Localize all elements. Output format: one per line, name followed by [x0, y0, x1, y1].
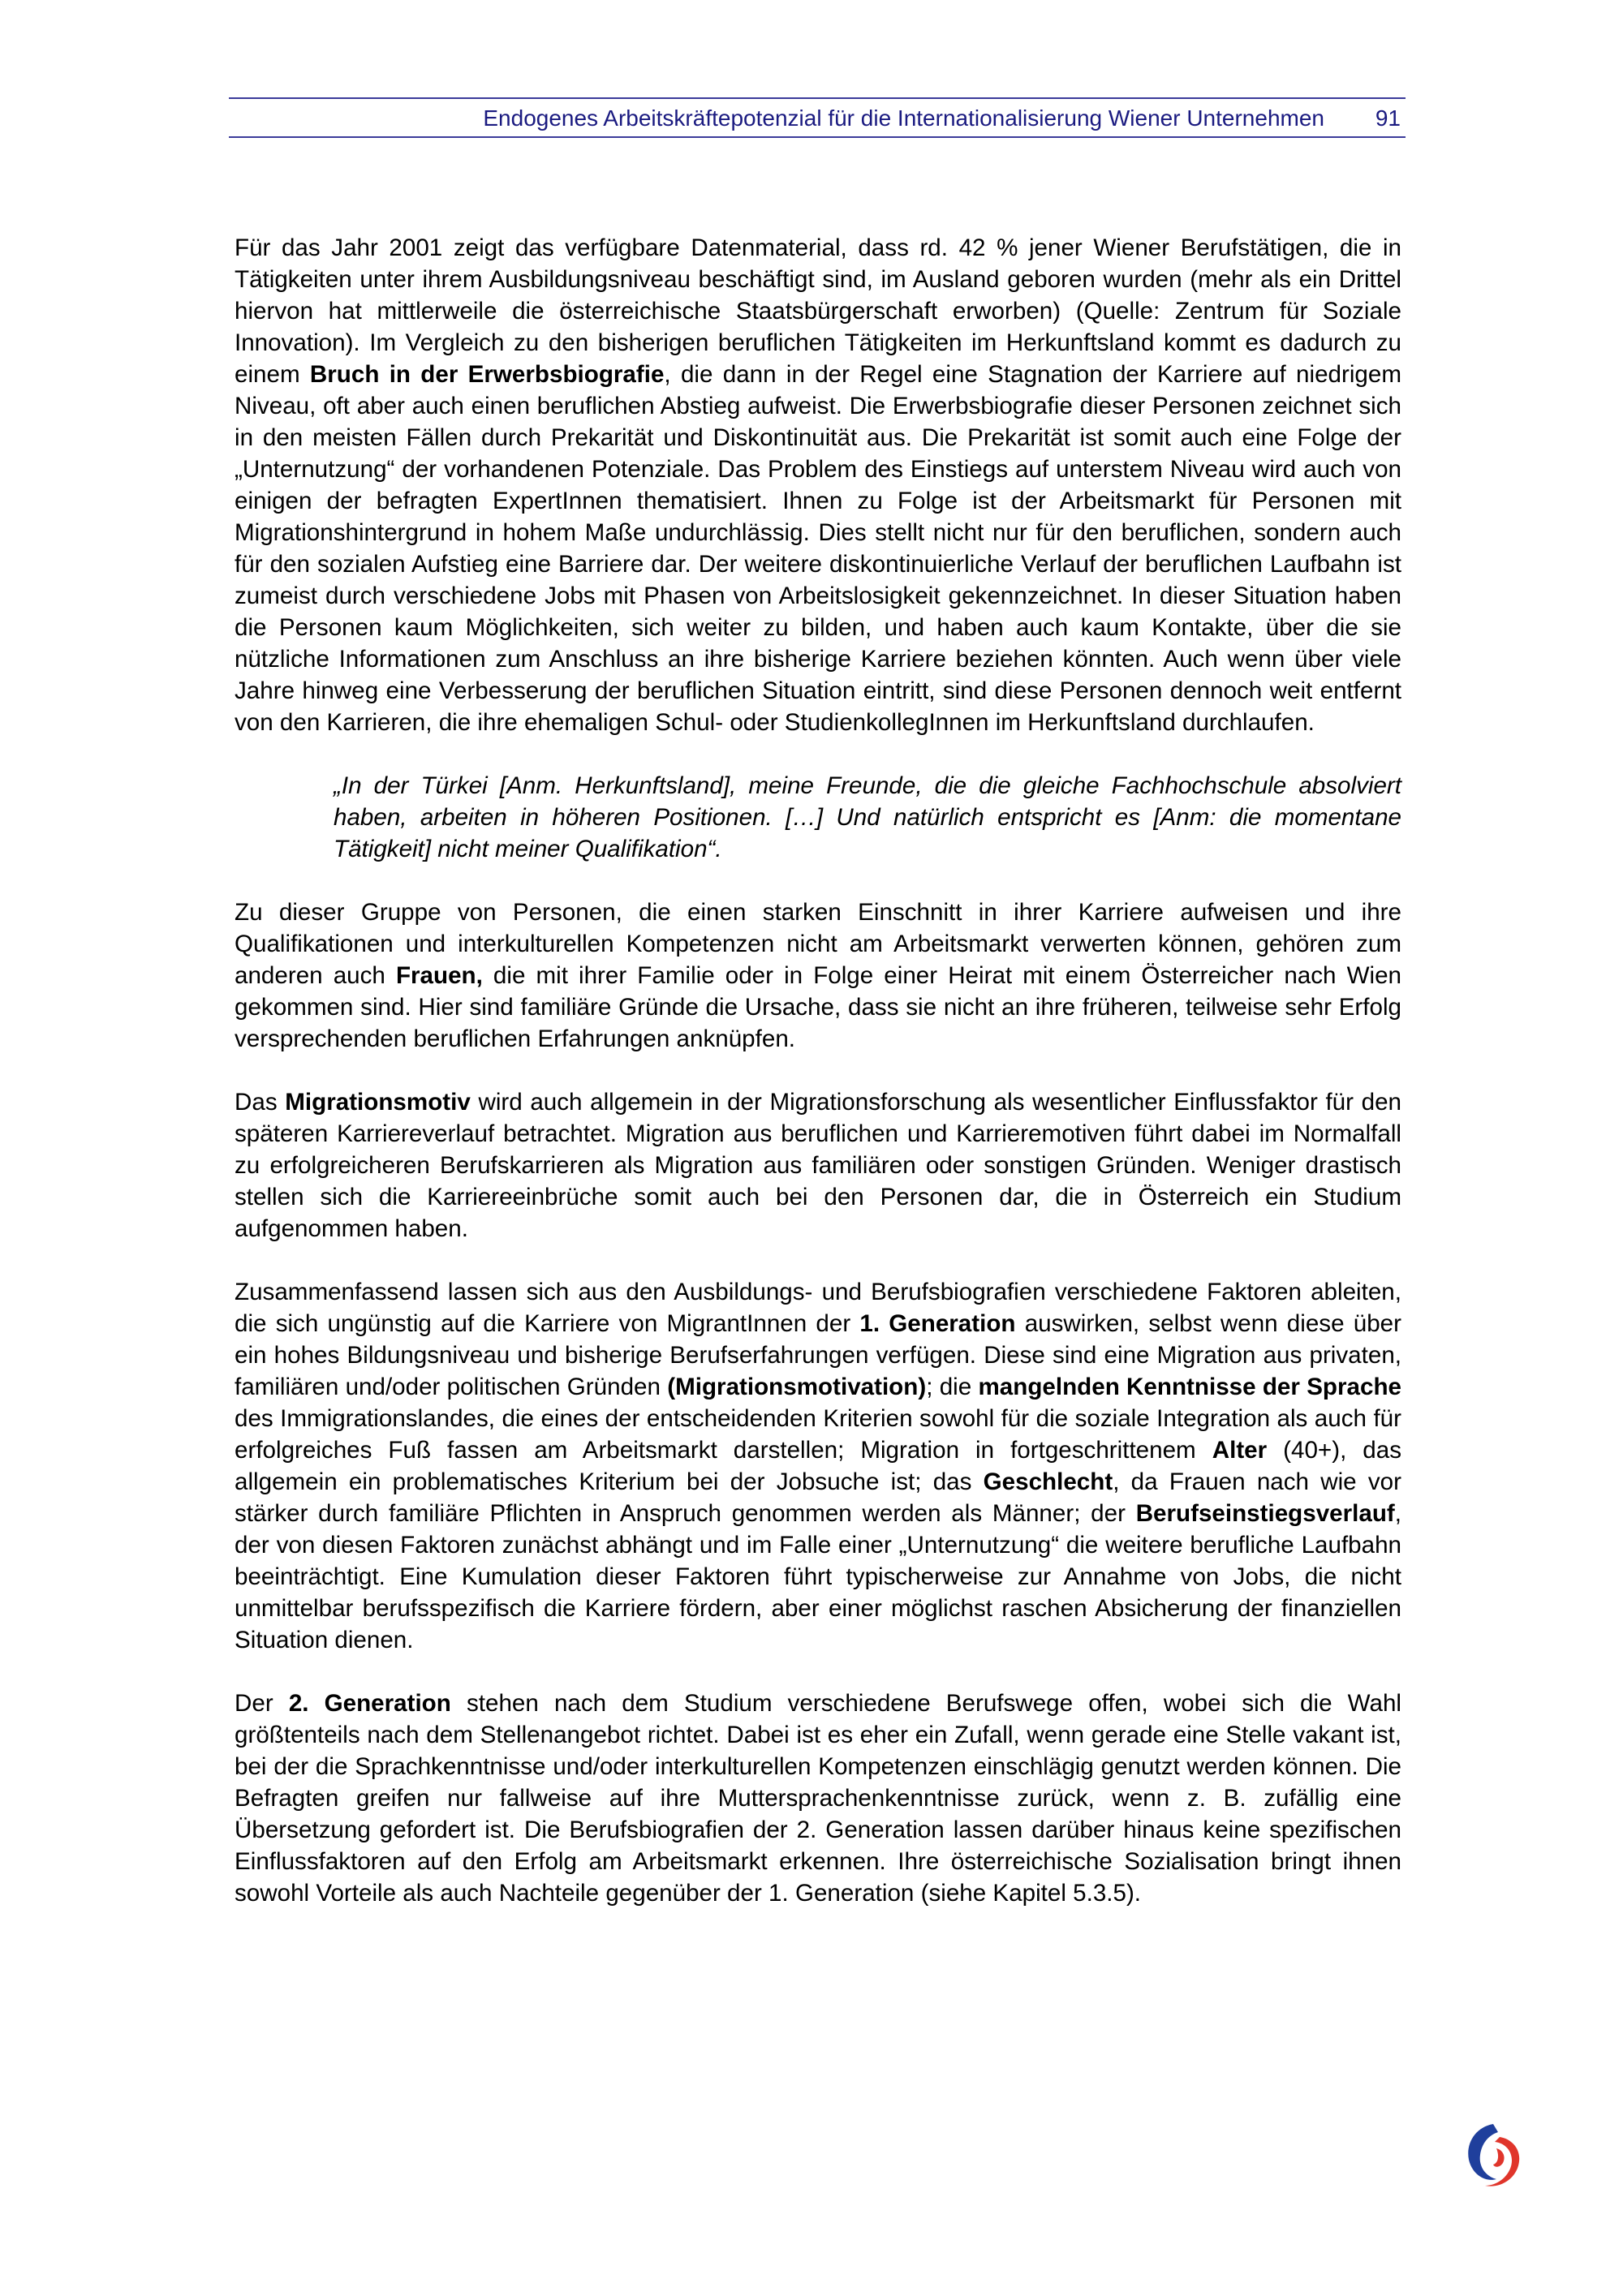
page-number: 91 — [1375, 105, 1401, 131]
bold-term: 2. Generation — [288, 1690, 451, 1717]
header-title: Endogenes Arbeitskräftepotenzial für die Internationalisierung Wiener Unternehmen — [483, 105, 1324, 131]
text-run: die mit ihrer Familie oder in Folge einer Heirat mit einem Österreicher nach Wien gekommen sind. Hier sind familiäre Gründe die Ursache, dass sie nicht an ihre früheren, teilweise sehr Erfolg versprechenden beruflichen Erfahrungen anknüpfen. — [235, 962, 1401, 1052]
text-run: Das — [235, 1089, 286, 1116]
text-run: , der von diesen Faktoren zunächst abhängt und im Falle einer „Unternutzung“ die weitere berufliche Laufbahn beeinträchtigt. Eine Kumulation dieser Faktoren führt typischerweise zur Annahme von Jobs, die nicht unmittelbar berufsspezifisch die Karriere fördern, aber einer möglichst raschen Absicherung der finanziellen Situation dienen. — [235, 1500, 1401, 1653]
bold-term: (Migrationsmotivation) — [667, 1374, 927, 1400]
bold-term: Alter — [1212, 1437, 1268, 1464]
interview-quote: „In der Türkei [Anm. Herkunftsland], meine Freunde, die die gleiche Fachhochschule absolviert haben, arbeiten in höheren Positionen. […] Und natürlich entspricht es [Anm: die momentane Tätigkeit] nicht meiner Qualifikation“. — [334, 772, 1401, 862]
text-run: , die dann in der Regel eine Stagnation der Karriere auf niedrigem Niveau, oft aber auch einen beruflichen Abstieg aufweist. Die Erwerbsbiografie dieser Personen zeichnet sich in den meisten Fällen durch Prekarität und Diskontinuität aus. Die Prekarität ist somit auch eine Folge der „Unternutzung“ der vorhandenen Potenziale. Das Problem des Einstiegs auf unterstem Niveau wird auch von einigen der befragten ExpertInnen thematisiert. Ihnen zu Folge ist der Arbeitsmarkt für Personen mit Migrationshintergrund in hohem Maße undurchlässig. Dies stellt nicht nur für den beruflichen, sondern auch für den sozialen Aufstieg eine Barriere dar. Der weitere diskontinuierliche Verlauf der beruflichen Laufbahn ist zumeist durch verschiedene Jobs mit Phasen von Arbeitslosigkeit gekennzeichnet. In dieser Situation haben die Personen kaum Möglichkeiten, sich weiter zu bilden, und haben auch kaum Kontakte, über die sie nützliche Informationen zum Anschluss an ihre bisherige Karriere beziehen könnten. Auch wenn über viele Jahre hinweg eine Verbesserung der beruflichen Situation eintritt, sind diese Personen dennoch weit entfernt von den Karrieren, die ihre ehemaligen Schul- oder StudienkollegInnen im Herkunftsland durchlaufen. — [235, 361, 1401, 736]
paragraph-4 — [235, 1276, 1401, 1656]
main-text — [235, 232, 1401, 1941]
bold-term: Migrationsmotiv — [285, 1089, 471, 1116]
text-run: wird auch allgemein in der Migrationsforschung als wesentlicher Einflussfaktor für den späteren Karriereverlauf betrachtet. Migration aus beruflichen und Karrieremotiven führt dabei im Normalfall zu erfolgreicheren Berufskarrieren als Migration aus familiären oder sonstigen Gründen. Weniger drastisch stellen sich die Karriereeinbrüche somit auch bei den Personen dar, die in Österreich ein Studium aufgenommen haben. — [235, 1089, 1401, 1242]
text-run: Zu dieser Gruppe von Personen, die einen starken Einschnitt in ihrer Karriere aufweisen und ihre Qualifikationen und interkulturellen Kompetenzen nicht am Arbeitsmarkt verwerten können, gehören zum anderen auch — [235, 899, 1401, 989]
bold-term: mangelnden Kenntnisse der Sprache — [978, 1374, 1401, 1400]
text-run: (40+), das allgemein ein problematisches Kriterium bei der Jobsuche ist; das — [235, 1437, 1402, 1495]
paragraph-5 — [235, 1688, 1401, 1909]
text-run: , da Frauen nach wie vor stärker durch familiäre Pflichten in Anspruch genommen werden als Männer; der — [235, 1468, 1401, 1527]
bold-term: Geschlecht — [983, 1468, 1113, 1495]
running-header — [229, 97, 1406, 138]
bold-term: 1. Generation — [859, 1310, 1016, 1337]
paragraph-3 — [235, 1086, 1401, 1245]
text-run: stehen nach dem Studium verschiedene Berufswege offen, wobei sich die Wahl größtenteils nach dem Stellenangebot richtet. Dabei ist es eher ein Zufall, wenn gerade eine Stelle vakant ist, bei der die Sprachkenntnisse und/oder interkulturellen Kompetenzen einschlägig genutzt werden können. Die Befragten greifen nur fallweise auf ihre Muttersprachenkenntnisse zurück, wenn z. B. zufällig eine Übersetzung gefordert ist. Die Berufsbiografien der 2. Generation lassen darüber hinaus keine spezifischen Einflussfaktoren auf den Erfolg am Arbeitsmarkt erkennen. Ihre österreichische Sozialisation bringt ihnen sowohl Vorteile als auch Nachteile gegenüber der 1. Generation (siehe Kapitel 5.3.5). — [235, 1690, 1401, 1907]
text-run: Für das Jahr 2001 zeigt das verfügbare Datenmaterial, dass rd. 42 % jener Wiener Berufstätigen, die in Tätigkeiten unter ihrem Ausbildungsniveau beschäftigt sind, im Ausland geboren wurden (mehr als ein Drittel hiervon hat mittlerweile die österreichische Staatsbürgerschaft erworben) (Quelle: Zentrum für Soziale Innovation). Im Vergleich zu den bisherigen beruflichen Tätigkeiten im Herkunftsland kommt es dadurch zu einem — [235, 234, 1401, 388]
text-run: Der — [235, 1690, 289, 1717]
paragraph-2 — [235, 896, 1401, 1055]
text-run: Zusammenfassend lassen sich aus den Ausbildungs- und Berufsbiografien verschiedene Faktoren ableiten, die sich ungünstig auf die Karriere von MigrantInnen der — [235, 1279, 1401, 1337]
text-run: auswirken, selbst wenn diese über ein hohes Bildungsniveau und bisherige Berufserfahrungen verfügen. Diese sind eine Migration aus privaten, familiären und/oder politischen Gründen — [235, 1310, 1401, 1400]
bold-term: Bruch in der Erwerbsbiografie — [309, 361, 665, 388]
swirl-logo-icon — [1461, 2118, 1526, 2191]
logo-red-curl — [1493, 2148, 1505, 2167]
bold-term: Frauen, — [395, 962, 483, 989]
bold-term: Berufseinstiegsverlauf — [1135, 1500, 1395, 1527]
text-run: des Immigrationslandes, die eines der entscheidenden Kriterien sowohl für die soziale Integration als auch für erfolgreiches Fuß fassen am Arbeitsmarkt darstellen; Migration in fortgeschrittenem — [235, 1405, 1401, 1464]
logo-blue-swirl — [1468, 2124, 1498, 2180]
paragraph-1 — [235, 232, 1401, 738]
text-run: ; die — [926, 1374, 979, 1400]
